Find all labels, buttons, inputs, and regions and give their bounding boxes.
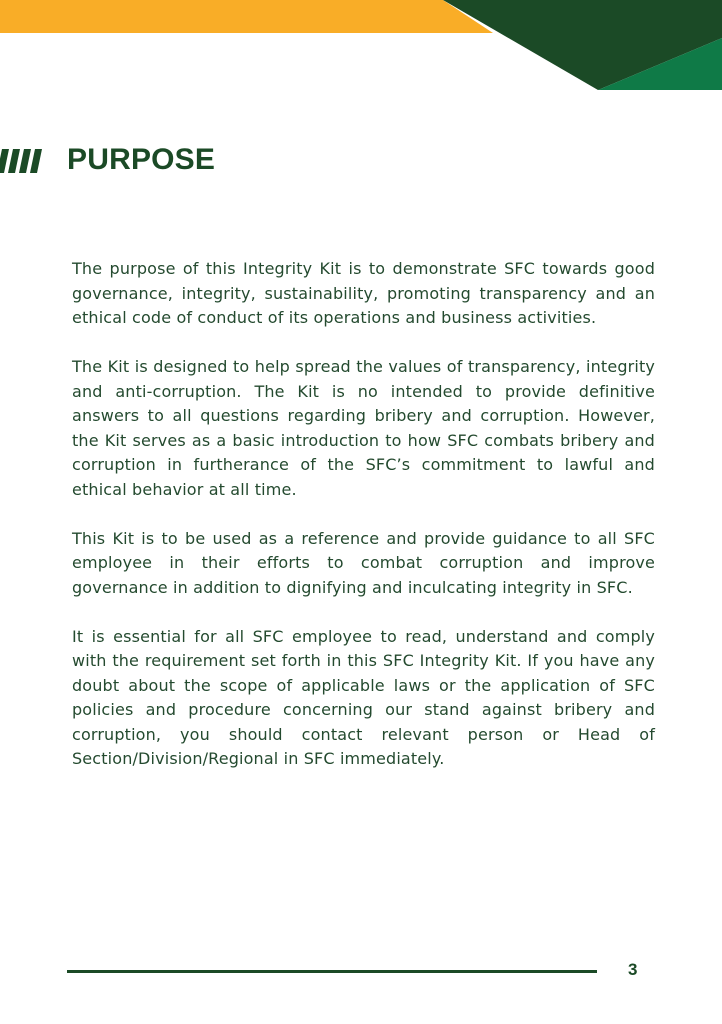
paragraph-kit-design: The Kit is designed to help spread the values of transparency, integrity and anti-corruption. The Kit is no intended to provide definitive answers to all questions regarding bribery and corruption. However, the Kit serves as a basic introduction to how SFC combats bribery and corruption in furtherance of the SFC’s commitment to lawful and ethical behavior at all time. xyxy=(72,357,655,499)
orange-banner xyxy=(0,0,493,33)
page-title: PURPOSE xyxy=(67,143,216,176)
body-text xyxy=(72,257,655,796)
header-decoration xyxy=(0,0,722,100)
paragraph-compliance: It is essential for all SFC employee to read, understand and comply with the requirement set forth in this SFC Integrity Kit. If you have any doubt about the scope of applicable laws or the application of SFC policies and procedure concerning our stand against bribery and corruption, you should contact relevant person or Head of Section/Division/Regional in SFC immediately. xyxy=(72,626,655,769)
page-number: 3 xyxy=(628,960,638,979)
section-heading xyxy=(0,140,215,180)
footer-divider xyxy=(67,970,597,973)
paragraph-intro: The purpose of this Integrity Kit is to demonstrate SFC towards good governance, integrity, sustainability, promoting transparency and an ethical code of conduct of its operations and business activities. xyxy=(72,259,655,327)
slash-marks-icon xyxy=(0,140,46,180)
paragraph-reference: This Kit is to be used as a reference and provide guidance to all SFC employee in their efforts to combat corruption and improve governance in addition to dignifying and inculcating integrity in SFC. xyxy=(72,528,655,597)
